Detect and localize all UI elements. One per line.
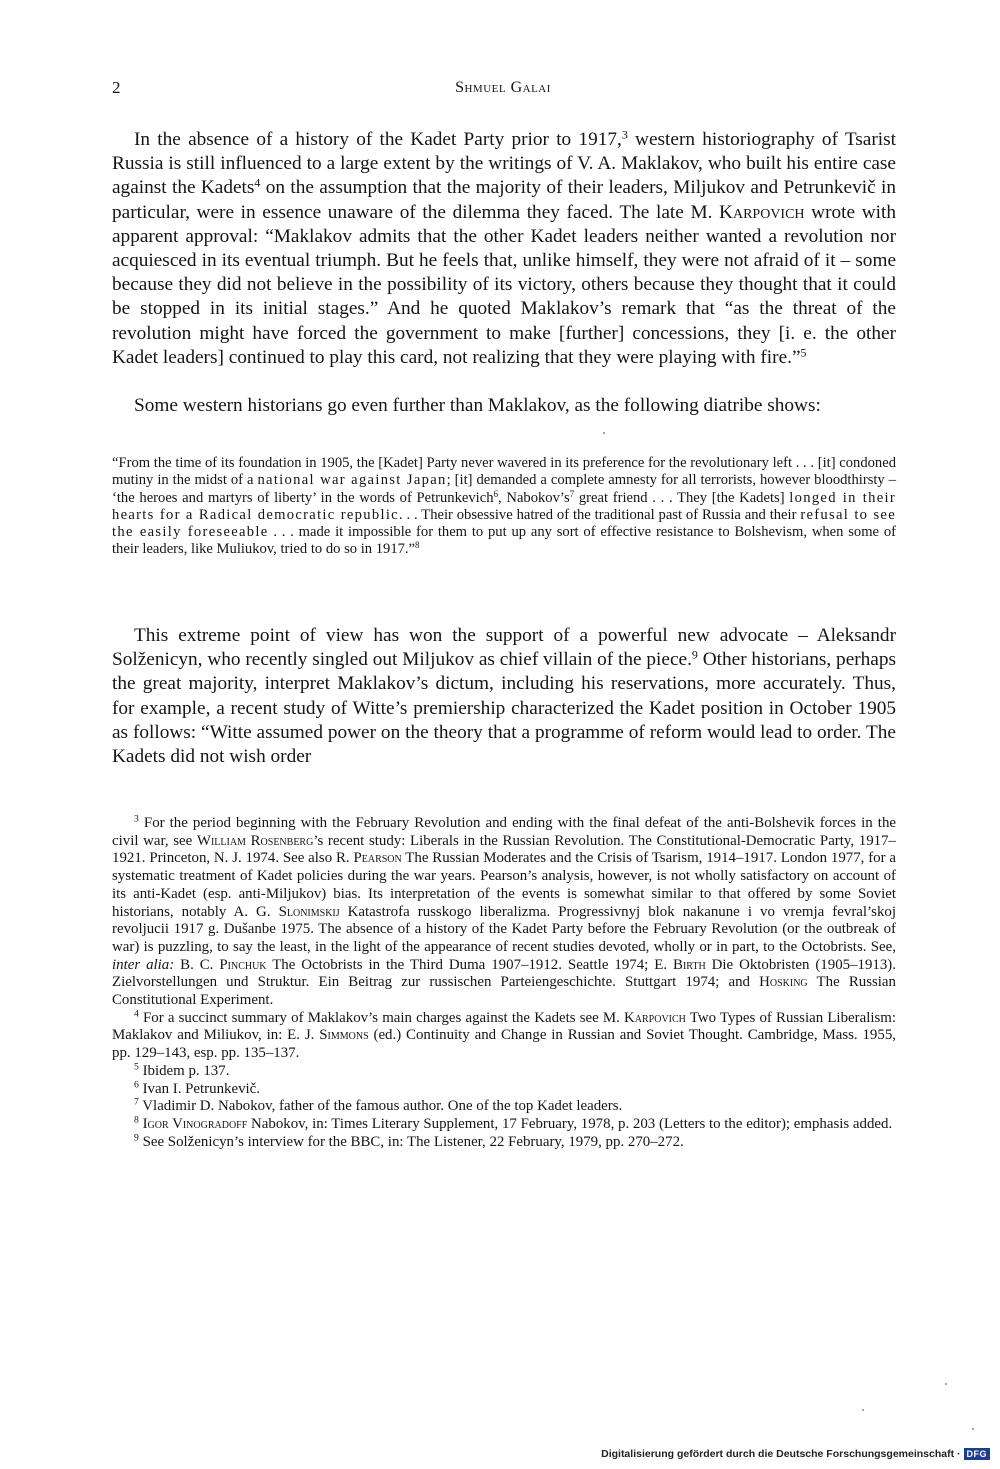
scan-speck bbox=[603, 432, 605, 434]
footnote-8: $^8$ Igor Vinogradoff Nabokov, in: Times Literary Supplement, 17 February, 1978, p. 203 (Letters to the editor); emphasis added. bbox=[134, 1114, 893, 1132]
footnote-4: $^4$ For a succinct summary of Maklakov’s main charges against the Kadets see M. Karpovich Two Types of Russian Liberalism: Maklakov and Miliukov, in: E. J. Simmons (ed.) Continuity and Change in Russian and Soviet Thought. Cambridge, Mass. 1955, pp. 129–143, esp. pp. 135–137. bbox=[112, 1008, 896, 1062]
block-quote: “From the time of its foundation in 1905, the [Kadet] Party never wavered in its preference for the revolutionary left . . . [it] condoned mutiny in the midst of a national war against Japan; [it] demanded a complete amnesty for all terrorists, however bloodthirsty – ‘the heroes and martyrs of liberty’ in the words of Petrunkevich$^6$, $Nabokov’s^7$ great friend . . . They [the Kadets] longed in their hearts for a Radical democratic republic. . . Their obsessive hatred of the traditional past of Russia and their refusal to see the easily foreseeable . . . made it impossible for them to put up any sort of effective resistance to Bolshevism, when some of their leaders, like Muliukov, tried to do so in 1917.”$^8$ bbox=[112, 455, 896, 558]
dfg-logo: DFG bbox=[964, 1448, 991, 1460]
footnote-ref-8[interactable]: 8 bbox=[415, 540, 420, 551]
footnote-ref-7[interactable]: 7 bbox=[569, 488, 575, 499]
paragraph-1-text: In the absence of a history of the Kadet Party prior to 1917,$^3$ western historiography of Tsarist Russia is still influenced to a large extent by the writings of V. A. Maklakov, who built his entire case against the Kadets$^4$ on the assumption that the majority of their leaders, Miljukov and Petrunkevič in particular, were in essence unaware of the dilemma they faced. The late M. Karpovich wrote with apparent approval: “Maklakov admits that the other Kadet leaders neither wanted a revolution nor acquiesced in its eventual triumph. But he feels that, unlike himself, they were not afraid of it – some because they did not believe in the possibility of its victory, others because they thought that it could be stopped in its initial stages.” And he quoted Maklakov’s remark that “as the threat of the revolution might have forced the government to make [further] concessions, they [i. e. the other Kadet leaders] continued to play this card, not realizing that they were playing with fire.”$^5$ bbox=[112, 127, 897, 368]
footnote-ref-5[interactable]: 5 bbox=[800, 345, 807, 360]
footnote-ref-4[interactable]: 4 bbox=[254, 175, 261, 190]
footnote-6: $^6$ Ivan I. Petrunkevič. bbox=[134, 1079, 260, 1097]
scan-speck bbox=[972, 1428, 974, 1430]
spaced-emphasis: national war against Japan bbox=[257, 472, 447, 489]
funding-note bbox=[601, 1448, 990, 1462]
paragraph-2-text: Some western historians go even further than Maklakov, as the following diatribe shows: bbox=[134, 395, 821, 416]
paragraph-3 bbox=[112, 624, 896, 769]
footnote-ref-3[interactable]: 3 bbox=[621, 127, 628, 142]
scan-speck bbox=[862, 1409, 864, 1411]
running-head: Shmuel Galai bbox=[455, 79, 551, 96]
footnote-ref-9[interactable]: 9 bbox=[691, 647, 698, 662]
spaced-emphasis: refusal to see the easily foreseeable bbox=[112, 506, 896, 541]
paragraph-1 bbox=[112, 128, 896, 370]
page-number: 2 bbox=[112, 78, 121, 97]
paragraph-3-text: This extreme point of view has won the support of a powerful new advocate – Aleksandr Solženicyn, who recently singled out Miljukov as chief villain of the piece.$^9$ Other historians, perhaps the great majority, interpret Maklakov’s dictum, including his reservations, more accurately. Thus, for example, a recent study of Witte’s premiership characterized the Kadet position in October 1905 as follows: “Witte assumed power on the theory that a programme of reform would lead to order. The Kadets did not wish order bbox=[112, 625, 897, 768]
funding-text: Digitalisierung gefördert durch die Deutsche Forschungsgemeinschaft · bbox=[601, 1448, 961, 1461]
paragraph-2 bbox=[112, 394, 896, 418]
footnote-3: $^3$ For the period beginning with the February Revolution and ending with the final defeat of the anti-Bolshevik forces in the civil war, see William Rosenberg’s recent study: Liberals in the Russian Revolution. The Constitutional-Democratic Party, 1917–1921. Princeton, N. J. 1974. See also R. Pearson The Russian Moderates and the Crisis of Tsarism, 1914–1917. London 1977, for a systematic treatment of Kadet policies during the war years. Pearson’s analysis, however, is not wholly satisfactory on account of its anti-Kadet (esp. anti-Miljukov) bias. Its interpretation of the events is somewhat similar to that offered by some Soviet historians, notably A. G. Slonimskij Katastrofa russkogo liberalizma. Progressivnyj blok nakanune i vo vremja fevral’skoj revoljucii 1917 g. Dušanbe 1975. The absence of a history of the Kadet Party before the February Revolution (or the outbreak of war) is puzzling, to say the least, in the light of the appearance of recent studies devoted, wholly or in part, to the Octobrists. See, inter alia: B. C. Pinchuk The Octobrists in the Third Duma 1907–1912. Seattle 1974; E. Birth Die Oktobristen (1905–1913). Zielvorstellungen und Struktur. Ein Beitrag zur russischen Parteiengeschichte. Stuttgart 1974; and Hosking The Russian Constitutional Experiment. bbox=[112, 813, 896, 1009]
author-name: Karpovich bbox=[719, 201, 805, 223]
footnote-5: $^5$ Ibidem p. 137. bbox=[134, 1061, 230, 1079]
footnote-9: $^9$ See Solženicyn’s interview for the BBC, in: The Listener, 22 February, 1979, pp. 270–272. bbox=[134, 1132, 684, 1150]
footnotes bbox=[112, 815, 896, 1151]
footnote-7: $^7$ Vladimir D. Nabokov, father of the famous author. One of the top Kadet leaders. bbox=[134, 1096, 623, 1115]
spaced-emphasis: longed in their hearts for a Radical democratic republic bbox=[112, 489, 896, 523]
footnote-ref-6[interactable]: 6 bbox=[493, 488, 499, 499]
page-header bbox=[112, 78, 894, 100]
scan-speck bbox=[945, 1383, 947, 1385]
